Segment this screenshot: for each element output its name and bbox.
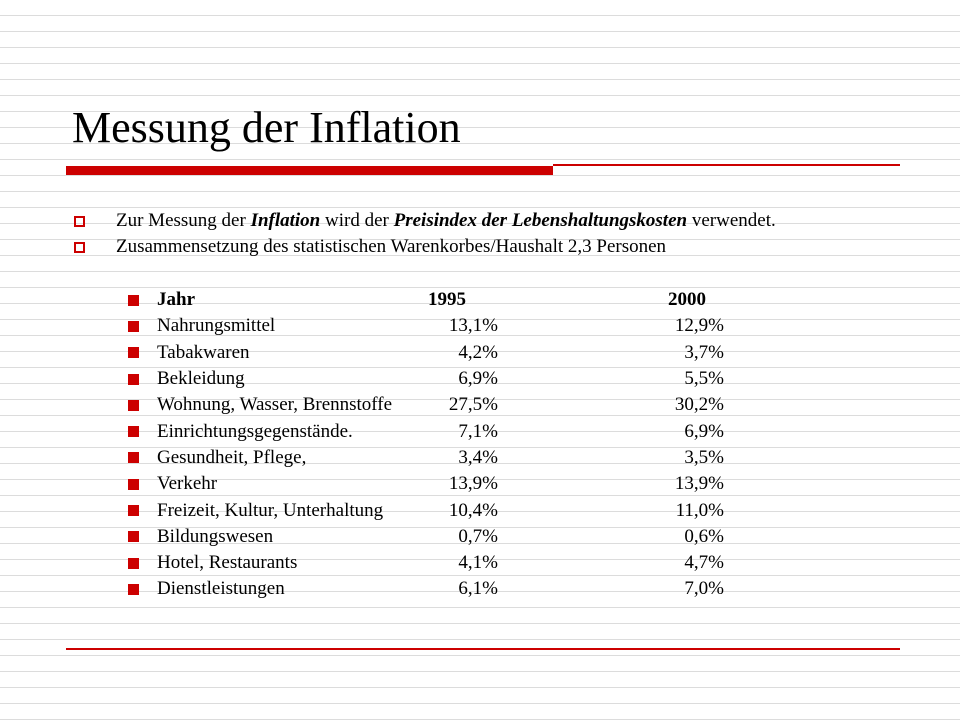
table-row	[122, 576, 842, 602]
footer-rule	[66, 648, 900, 650]
value-2000: 3,7%	[684, 341, 724, 363]
filled-square-bullet-icon	[128, 584, 139, 595]
row-label: Freizeit, Kultur, Unterhaltung	[157, 499, 384, 521]
row-label: Verkehr	[157, 473, 218, 495]
filled-square-bullet-icon	[128, 400, 139, 411]
value-2000: 3,5%	[684, 446, 724, 468]
row-label: Gesundheit, Pflege,	[157, 446, 307, 468]
value-2000: 13,9%	[674, 473, 724, 495]
bullet-text: Zur Messung der Inflation wird der Preisindex der Lebenshaltungskosten verwendet.	[116, 210, 776, 231]
value-1995: 4,2%	[458, 341, 498, 363]
filled-square-bullet-icon	[128, 452, 139, 463]
value-1995: 6,1%	[458, 578, 498, 600]
row-label: Tabakwaren	[157, 341, 250, 363]
value-2000: 5,5%	[684, 368, 724, 390]
term-inflation: Inflation	[250, 210, 321, 231]
filled-square-bullet-icon	[128, 505, 139, 516]
table-row	[122, 340, 842, 366]
table-row	[122, 418, 842, 444]
value-1995: 13,1%	[448, 315, 498, 337]
value-1995: 4,1%	[458, 552, 498, 574]
value-1995: 6,9%	[458, 368, 498, 390]
value-2000: 11,0%	[675, 499, 724, 521]
bullet-text: Zusammensetzung des statistischen Warenkorbes/Haushalt 2,3 Personen	[116, 236, 667, 257]
table-row	[122, 471, 842, 497]
filled-square-bullet-icon	[128, 374, 139, 385]
value-1995: 27,5%	[448, 394, 498, 416]
basket-table	[122, 287, 842, 603]
table-row	[122, 392, 842, 418]
filled-square-bullet-icon	[128, 558, 139, 569]
value-1995: 10,4%	[448, 499, 498, 521]
value-1995: 13,9%	[448, 473, 498, 495]
value-2000: 7,0%	[684, 578, 724, 600]
table-row	[122, 550, 842, 576]
row-label: Dienstleistungen	[157, 578, 285, 600]
row-label: Nahrungsmittel	[157, 315, 276, 337]
header-label: Jahr	[157, 289, 195, 311]
table-row	[122, 313, 842, 339]
title-underline-thick	[66, 166, 553, 175]
filled-square-bullet-icon	[128, 347, 139, 358]
value-2000: 6,9%	[684, 420, 724, 442]
value-2000: 0,6%	[684, 525, 724, 547]
row-label: Bekleidung	[157, 368, 245, 390]
table-row	[122, 497, 842, 523]
value-2000: 12,9%	[674, 315, 724, 337]
filled-square-bullet-icon	[128, 426, 139, 437]
value-1995: 7,1%	[458, 420, 498, 442]
filled-square-bullet-icon	[128, 321, 139, 332]
table-header-row	[122, 287, 842, 313]
value-2000: 30,2%	[674, 394, 724, 416]
filled-square-bullet-icon	[128, 479, 139, 490]
hollow-square-bullet-icon	[74, 216, 85, 227]
bullet-list	[72, 208, 932, 260]
hollow-square-bullet-icon	[74, 242, 85, 253]
bullet-item-measurement	[72, 208, 932, 234]
bullet-item-composition	[72, 234, 932, 260]
filled-square-bullet-icon	[128, 295, 139, 306]
term-price-index: Preisindex der Lebenshaltungskosten	[393, 210, 688, 231]
table-row	[122, 524, 842, 550]
row-label: Bildungswesen	[157, 525, 274, 547]
filled-square-bullet-icon	[128, 531, 139, 542]
value-1995: 3,4%	[458, 446, 498, 468]
table-row	[122, 366, 842, 392]
title-underline-thin	[553, 164, 900, 166]
row-label: Hotel, Restaurants	[157, 552, 298, 574]
value-1995: 0,7%	[458, 525, 498, 547]
slide-title: Messung der Inflation	[72, 103, 461, 152]
row-label: Wohnung, Wasser, Brennstoffe	[157, 394, 393, 416]
value-2000: 4,7%	[684, 552, 724, 574]
header-1995: 1995	[428, 289, 466, 311]
table-row	[122, 445, 842, 471]
header-2000: 2000	[668, 289, 706, 311]
row-label: Einrichtungsgegenstände.	[157, 420, 353, 442]
